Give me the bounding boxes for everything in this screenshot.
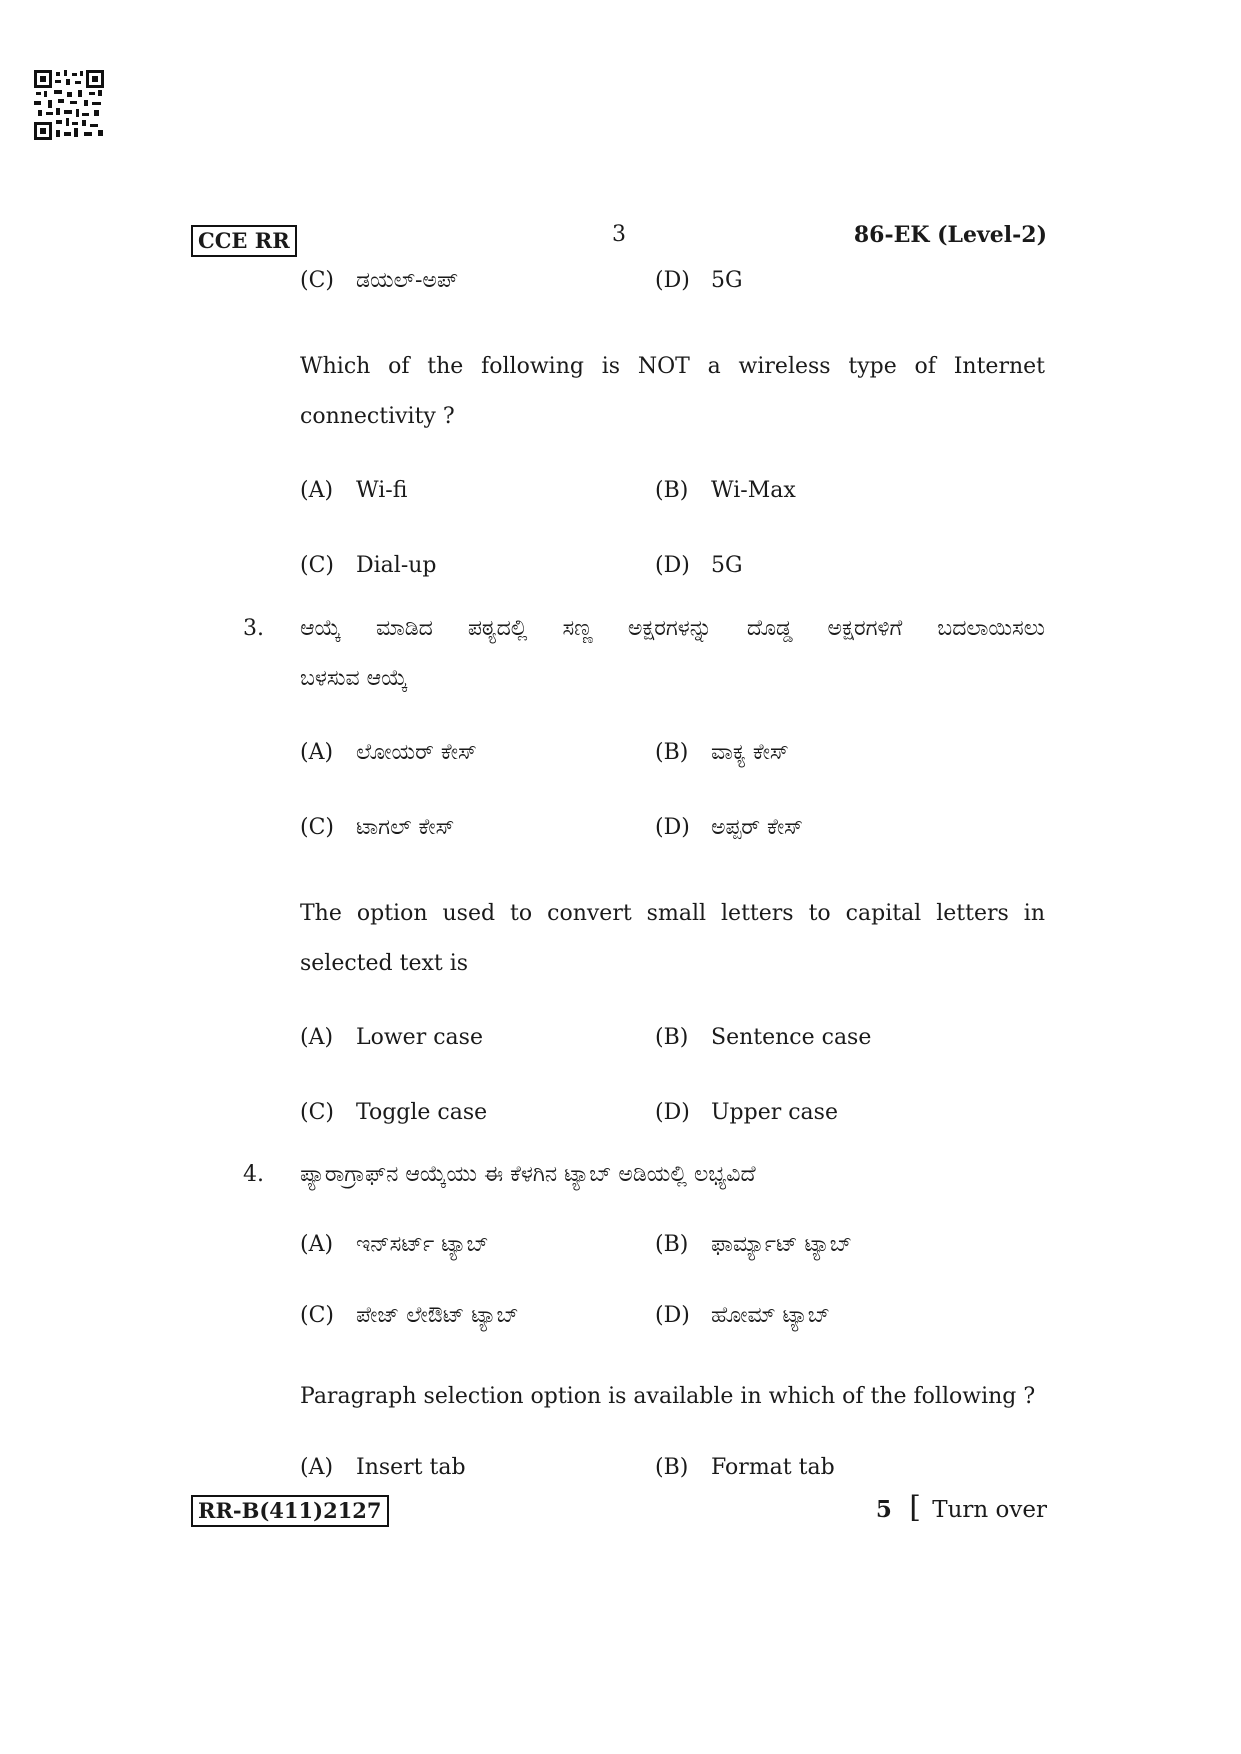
option-label: (D) (655, 268, 690, 293)
option-text: Dial-up (356, 553, 437, 578)
option-text: 5G (711, 553, 743, 578)
footer-code: RR-B(411)2127 (198, 1498, 382, 1523)
question-text-kn: ಆಯ್ಕೆ ಮಾಡಿದ ಪಠ್ಯದಲ್ಲಿ ಸಣ್ಣ ಅಕ್ಷರಗಳನ್ನು ದೊಡ್ಡ ಅಕ್ಷರಗಳಿಗೆ ಬದಲಾಯಿಸಲು (300, 616, 1045, 641)
option-text: ಇನ್‌ಸರ್ಟ್ ಟ್ಯಾಬ್ (356, 1232, 489, 1257)
option-text: Sentence case (711, 1025, 872, 1050)
question-text-en: selected text is (300, 951, 469, 976)
option-label: (D) (655, 1100, 690, 1125)
option-label: (D) (655, 553, 690, 578)
option-label: (A) (300, 1232, 334, 1257)
option-text: ಹೋಮ್ ಟ್ಯಾಬ್ (711, 1303, 830, 1328)
turn-over-text: Turn over (932, 1497, 1047, 1523)
option-label: (A) (300, 1455, 334, 1480)
option-label: (C) (300, 553, 334, 578)
option-text: Format tab (711, 1455, 835, 1480)
option-text: ಪೇಜ್ ಲೇಔಟ್ ಟ್ಯಾಬ್ (356, 1303, 519, 1328)
question-text-kn: ಪ್ಯಾರಾಗ್ರಾಫ್‌ನ ಆಯ್ಕೆಯು ಈ ಕೆಳಗಿನ ಟ್ಯಾಬ್ ಅಡಿಯಲ್ಲಿ ಲಭ್ಯವಿದೆ (300, 1162, 756, 1187)
qr-code (34, 70, 104, 140)
option-label: (B) (655, 1232, 689, 1257)
option-text: Wi-Max (711, 478, 796, 503)
option-text: ಡಯಲ್-ಅಪ್ (356, 268, 459, 293)
header-code-box (191, 225, 297, 257)
page-number: 3 (612, 222, 626, 247)
question-text-en: Which of the following is NOT a wireless type of Internet (300, 354, 1045, 379)
option-text: Toggle case (356, 1100, 488, 1125)
question-text-en: The option used to convert small letters to capital letters in (300, 901, 1045, 926)
option-text: ಅಪ್ಪರ್ ಕೇಸ್ (711, 815, 803, 840)
option-label: (B) (655, 740, 689, 765)
question-text-kn: ಬಳಸುವ ಆಯ್ಕೆ (300, 666, 408, 691)
option-label: (B) (655, 478, 689, 503)
option-label: (C) (300, 1303, 334, 1328)
option-text: ಫಾರ್ಮ್ಯಾಟ್ ಟ್ಯಾಬ್ (711, 1232, 852, 1257)
question-number: 3. (243, 616, 264, 641)
page-serial: 5 (875, 1496, 892, 1523)
question-text-en: connectivity ? (300, 404, 455, 429)
option-text: ಲೋಯರ್ ಕೇಸ್ (356, 740, 477, 765)
option-label: (A) (300, 478, 334, 503)
bracket: [ (909, 1490, 921, 1525)
option-label: (D) (655, 1303, 690, 1328)
option-text: Lower case (356, 1025, 483, 1050)
header-code: CCE RR (198, 228, 290, 253)
question-number: 4. (243, 1162, 264, 1187)
option-label: (D) (655, 815, 690, 840)
option-text: ವಾಕ್ಯ ಕೇಸ್ (711, 740, 789, 765)
footer-code-box (191, 1495, 389, 1527)
option-label: (B) (655, 1455, 689, 1480)
option-label: (B) (655, 1025, 689, 1050)
option-text: 5G (711, 268, 743, 293)
option-text: Upper case (711, 1100, 838, 1125)
turn-over-area (875, 1490, 1047, 1525)
option-text: Insert tab (356, 1455, 466, 1480)
option-text: Wi-fi (356, 478, 408, 503)
option-label: (C) (300, 268, 334, 293)
option-label: (C) (300, 815, 334, 840)
option-label: (A) (300, 740, 334, 765)
question-text-en: Paragraph selection option is available in which of the following ? (300, 1384, 1036, 1409)
option-label: (C) (300, 1100, 334, 1125)
option-label: (A) (300, 1025, 334, 1050)
option-text: ಟಾಗಲ್ ಕೇಸ್ (356, 815, 455, 840)
paper-code: 86-EK (Level-2) (853, 222, 1047, 248)
